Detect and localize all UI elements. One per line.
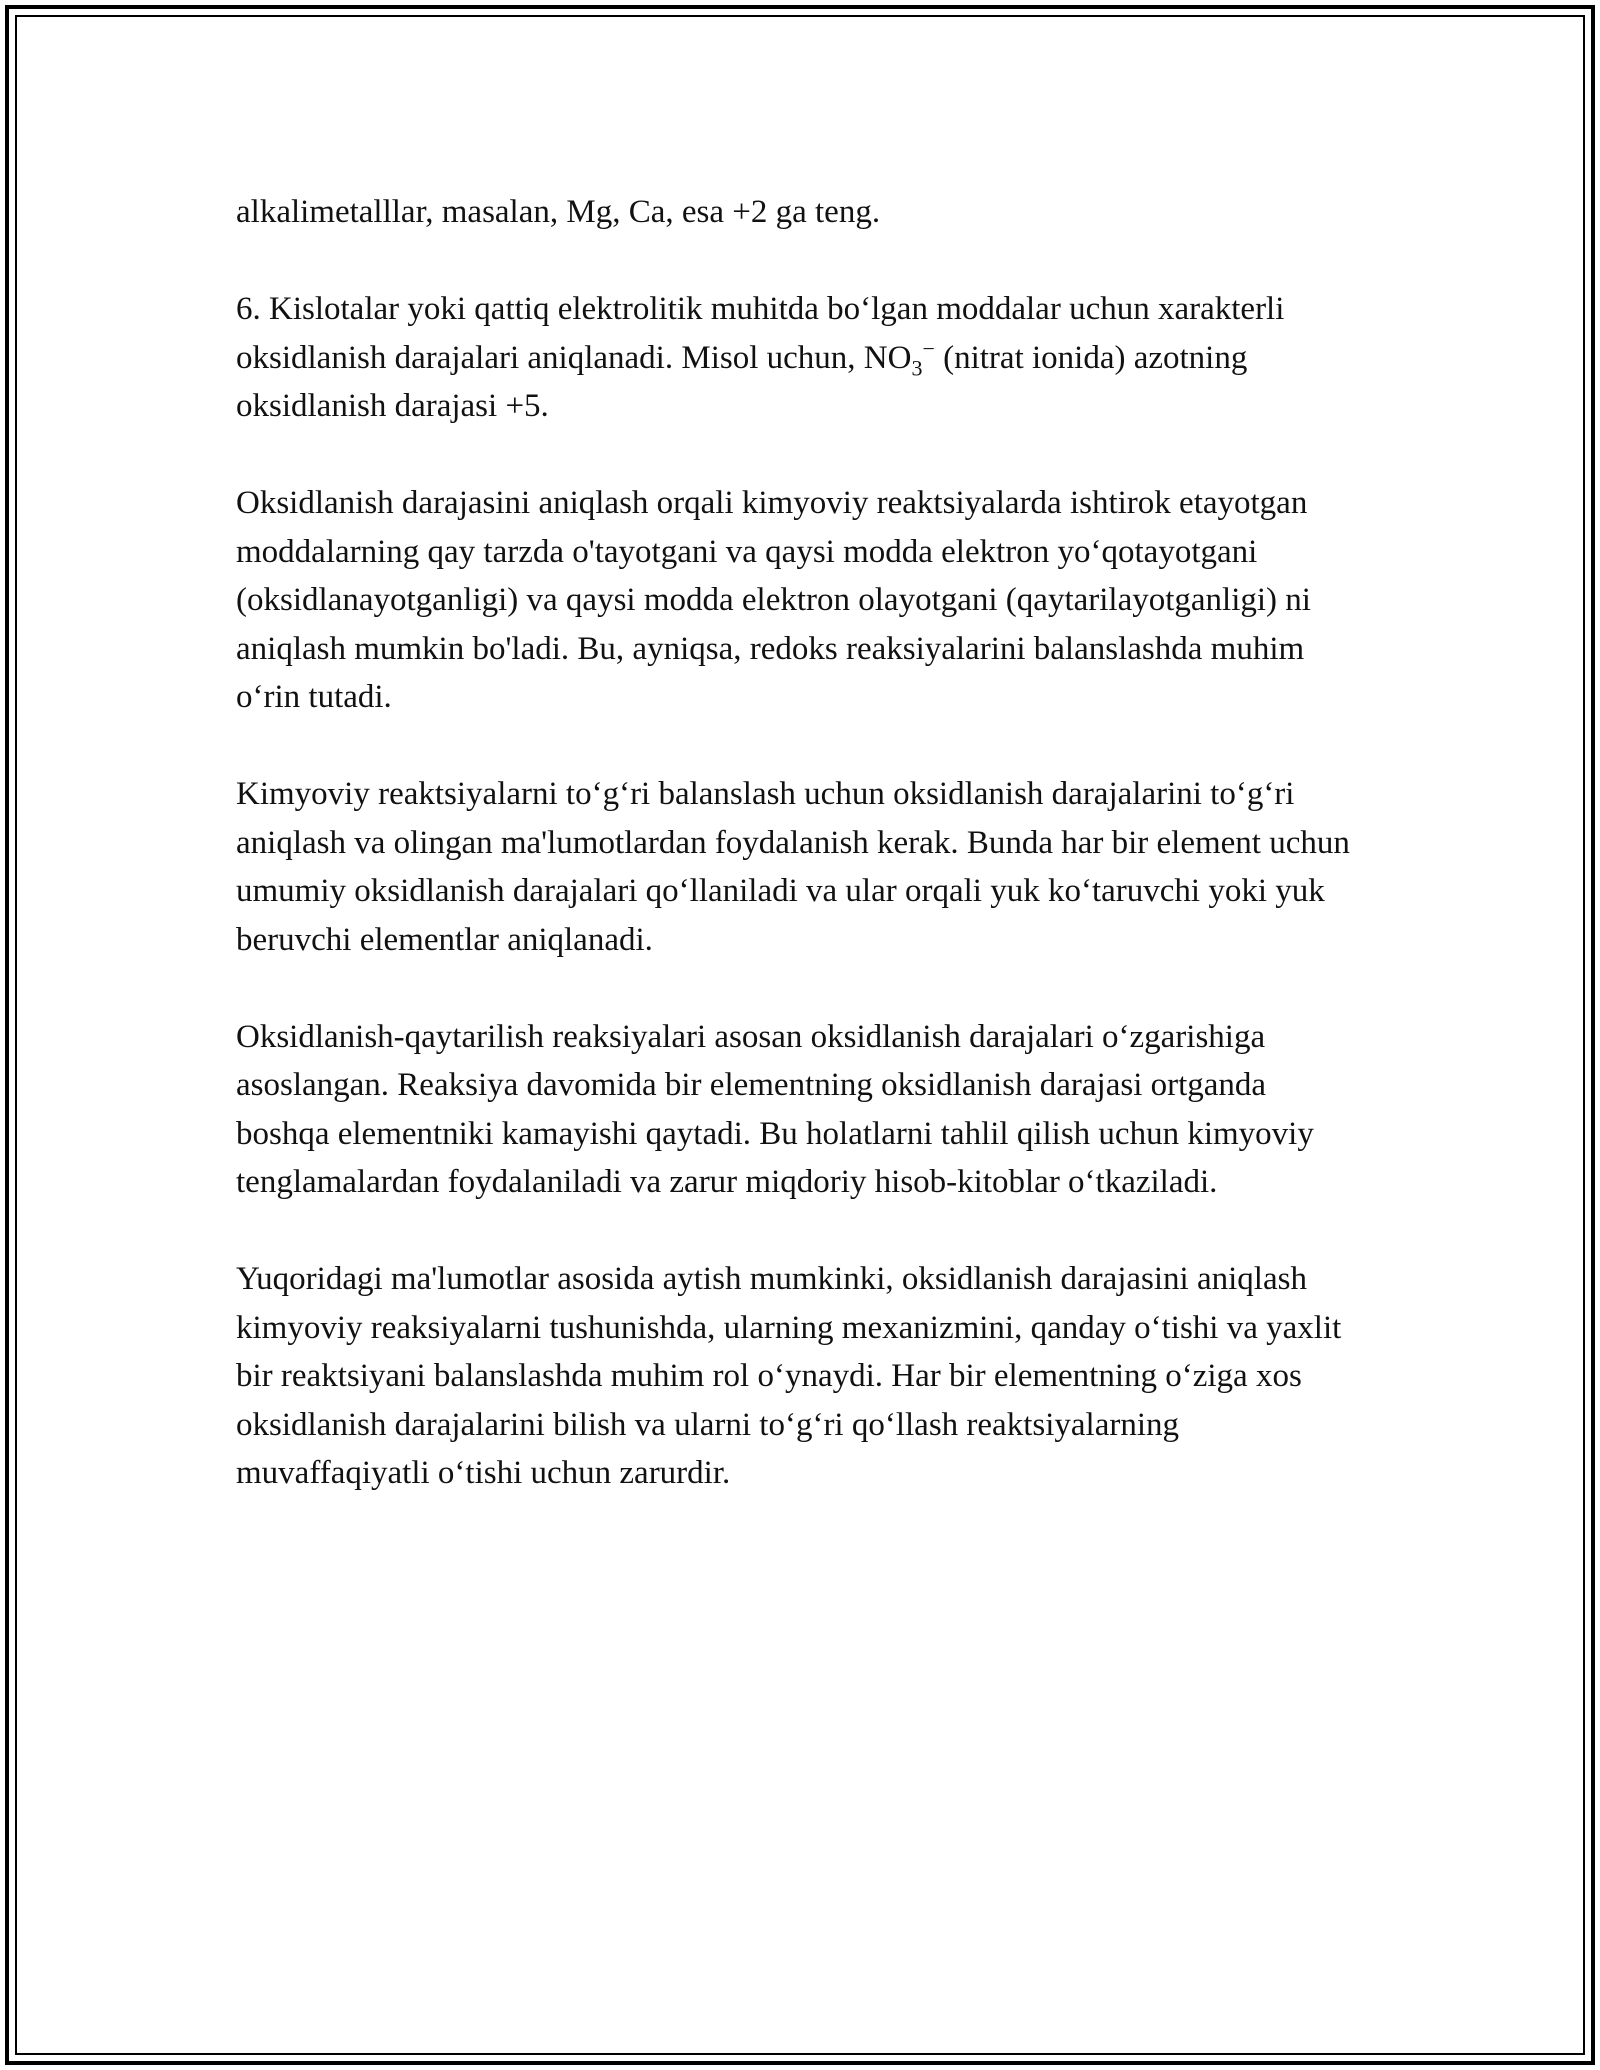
- paragraph-2: [236, 285, 1366, 431]
- paragraph-6: Yuqoridagi ma'lumotlar asosida aytish mumkinki, oksidlanish darajasini aniqlash kimyoviy reaksiyalarni tushunishda, ularning mexanizmini, qanday oʻtishi va yaxlit bir reaktsiyani balanslashda muhim rol oʻynaydi. Har bir elementning oʻziga xos oksidlanish darajalarini bilish va ularni toʻgʻri qoʻllash reaktsiyalarning muvaffaqiyatli oʻtishi uchun zarurdir.: [236, 1261, 1342, 1491]
- nitrate-superscript: −: [922, 335, 935, 361]
- paragraph-5: Oksidlanish-qaytarilish reaksiyalari asosan oksidlanish darajalari oʻzgarishiga asoslangan. Reaksiya davomida bir elementning oksidlanish darajasi ortganda boshqa elementniki kamayishi qaytadi. Bu holatlarni tahlil qilish uchun kimyoviy tenglamalardan foydalaniladi va zarur miqdoriy hisob-kitoblar oʻtkaziladi.: [236, 1018, 1314, 1200]
- document-body: [236, 188, 1366, 1546]
- nitrate-subscript: 3: [911, 355, 923, 381]
- paragraph-4: Kimyoviy reaktsiyalarni toʻgʻri balanslash uchun oksidlanish darajalarini toʻgʻri aniqlash va olingan ma'lumotlardan foydalanish kerak. Bunda har bir element uchun umumiy oksidlanish darajalari qoʻllaniladi va ular orqali yuk koʻtaruvchi yoki yuk beruvchi elementlar aniqlanadi.: [236, 776, 1350, 958]
- paragraph-2-text-b: (nitrat ionida) azotning oksidlanish darajasi +5.: [236, 339, 1248, 424]
- paragraph-3: Oksidlanish darajasini aniqlash orqali kimyoviy reaktsiyalarda ishtirok etayotgan moddalarning qay tarzda o'tayotgani va qaysi modda elektron yoʻqotayotgani (oksidlanayotganligi) va qaysi modda elektron olayotgani (qaytarilayotganligi) ni aniqlash mumkin bo'ladi. Bu, ayniqsa, redoks reaksiyalarini balanslashda muhim oʻrin tutadi.: [236, 485, 1311, 715]
- paragraph-1: alkalimetalllar, masalan, Mg, Ca, esa +2 ga teng.: [236, 194, 881, 230]
- paragraph-2-text-a: 6. Kislotalar yoki qattiq elektrolitik muhitda boʻlgan moddalar uchun xarakterli oksidlanish darajalari aniqlanadi. Misol uchun, NO: [236, 291, 1285, 376]
